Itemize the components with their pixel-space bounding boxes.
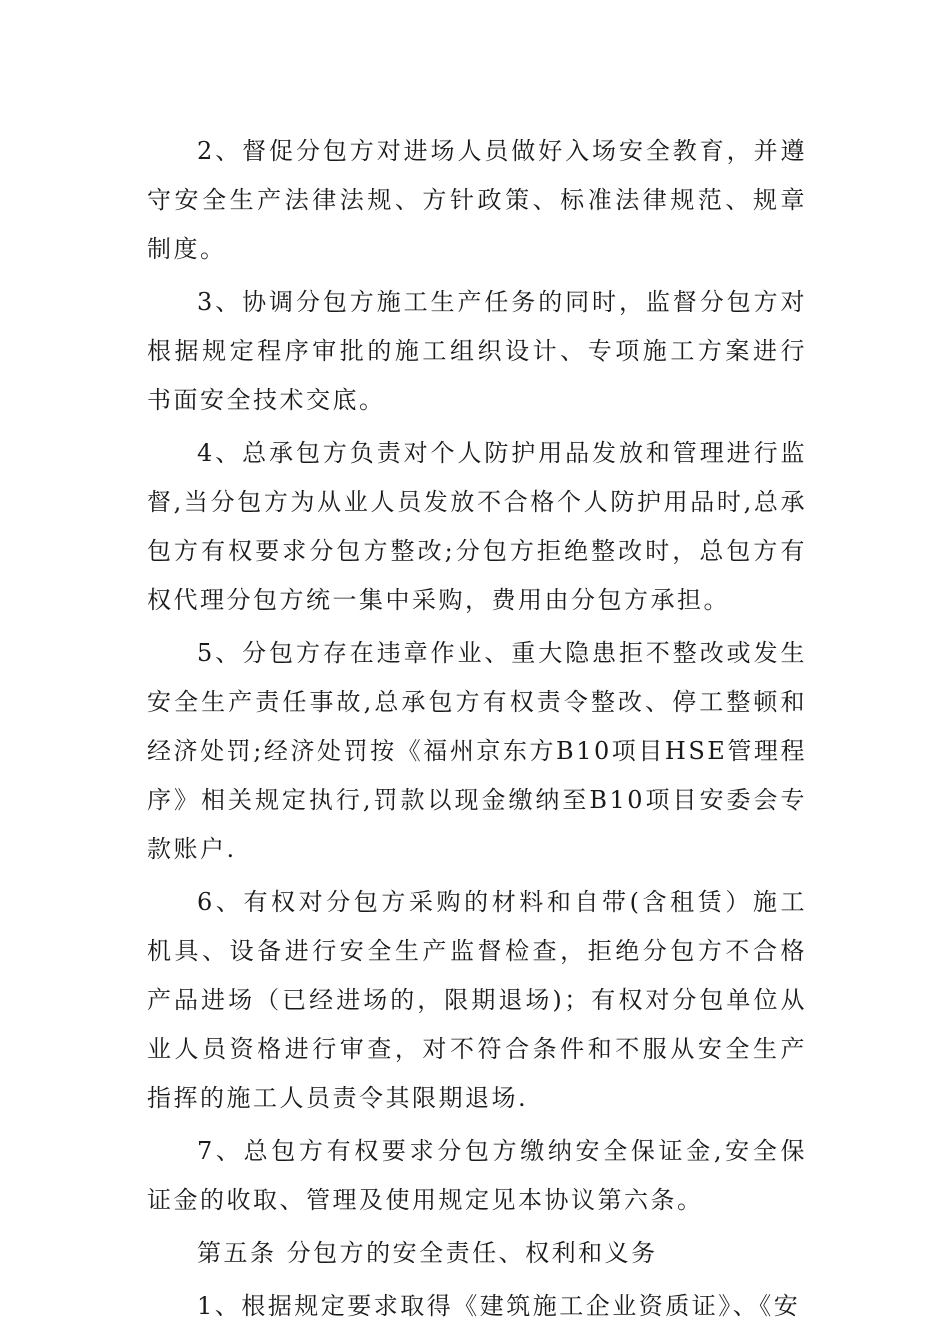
paragraph-item-7: 7、总包方有权要求分包方缴纳安全保证金,安全保证金的收取、管理及使用规定见本协议第六条。 [147,1137,807,1214]
paragraph-item-6: 6、有权对分包方采购的材料和自带(含租赁）施工机具、设备进行安全生产监督检查，拒绝分包方不合格产品进场（已经进场的，限期退场)；有权对分包单位从业人员资格进行审查，对不符合条件和不服从安全生产指挥的施工人员责令其限期退场. [147,888,807,1112]
paragraph-item-1: 1、根据规定要求取得《建筑施工企业资质证》、《安 [197,1292,801,1320]
paragraph-item-2: 2、督促分包方对进场人员做好入场安全教育，并遵守安全生产法律法规、方针政策、标准法律规范、规章制度。 [147,137,807,263]
document-body [147,127,807,1335]
paragraph-item-5: 5、分包方存在违章作业、重大隐患拒不整改或发生安全生产责任事故,总承包方有权责令整改、停工整顿和经济处罚;经济处罚按《福州京东方B10项目HSE管理程序》相关规定执行,罚款以现金缴纳至B10项目安委会专款账户. [147,639,807,863]
section-heading-article-5: 第五条 分包方的安全责任、权利和义务 [197,1239,658,1267]
paragraph-item-4: 4、总承包方负责对个人防护用品发放和管理进行监督,当分包方为从业人员发放不合格个人防护用品时,总承包方有权要求分包方整改;分包方拒绝整改时，总包方有权代理分包方统一集中采购，费用由分包方承担。 [147,439,807,614]
paragraph-item-3: 3、协调分包方施工生产任务的同时，监督分包方对根据规定程序审批的施工组织设计、专项施工方案进行书面安全技术交底。 [147,288,807,414]
